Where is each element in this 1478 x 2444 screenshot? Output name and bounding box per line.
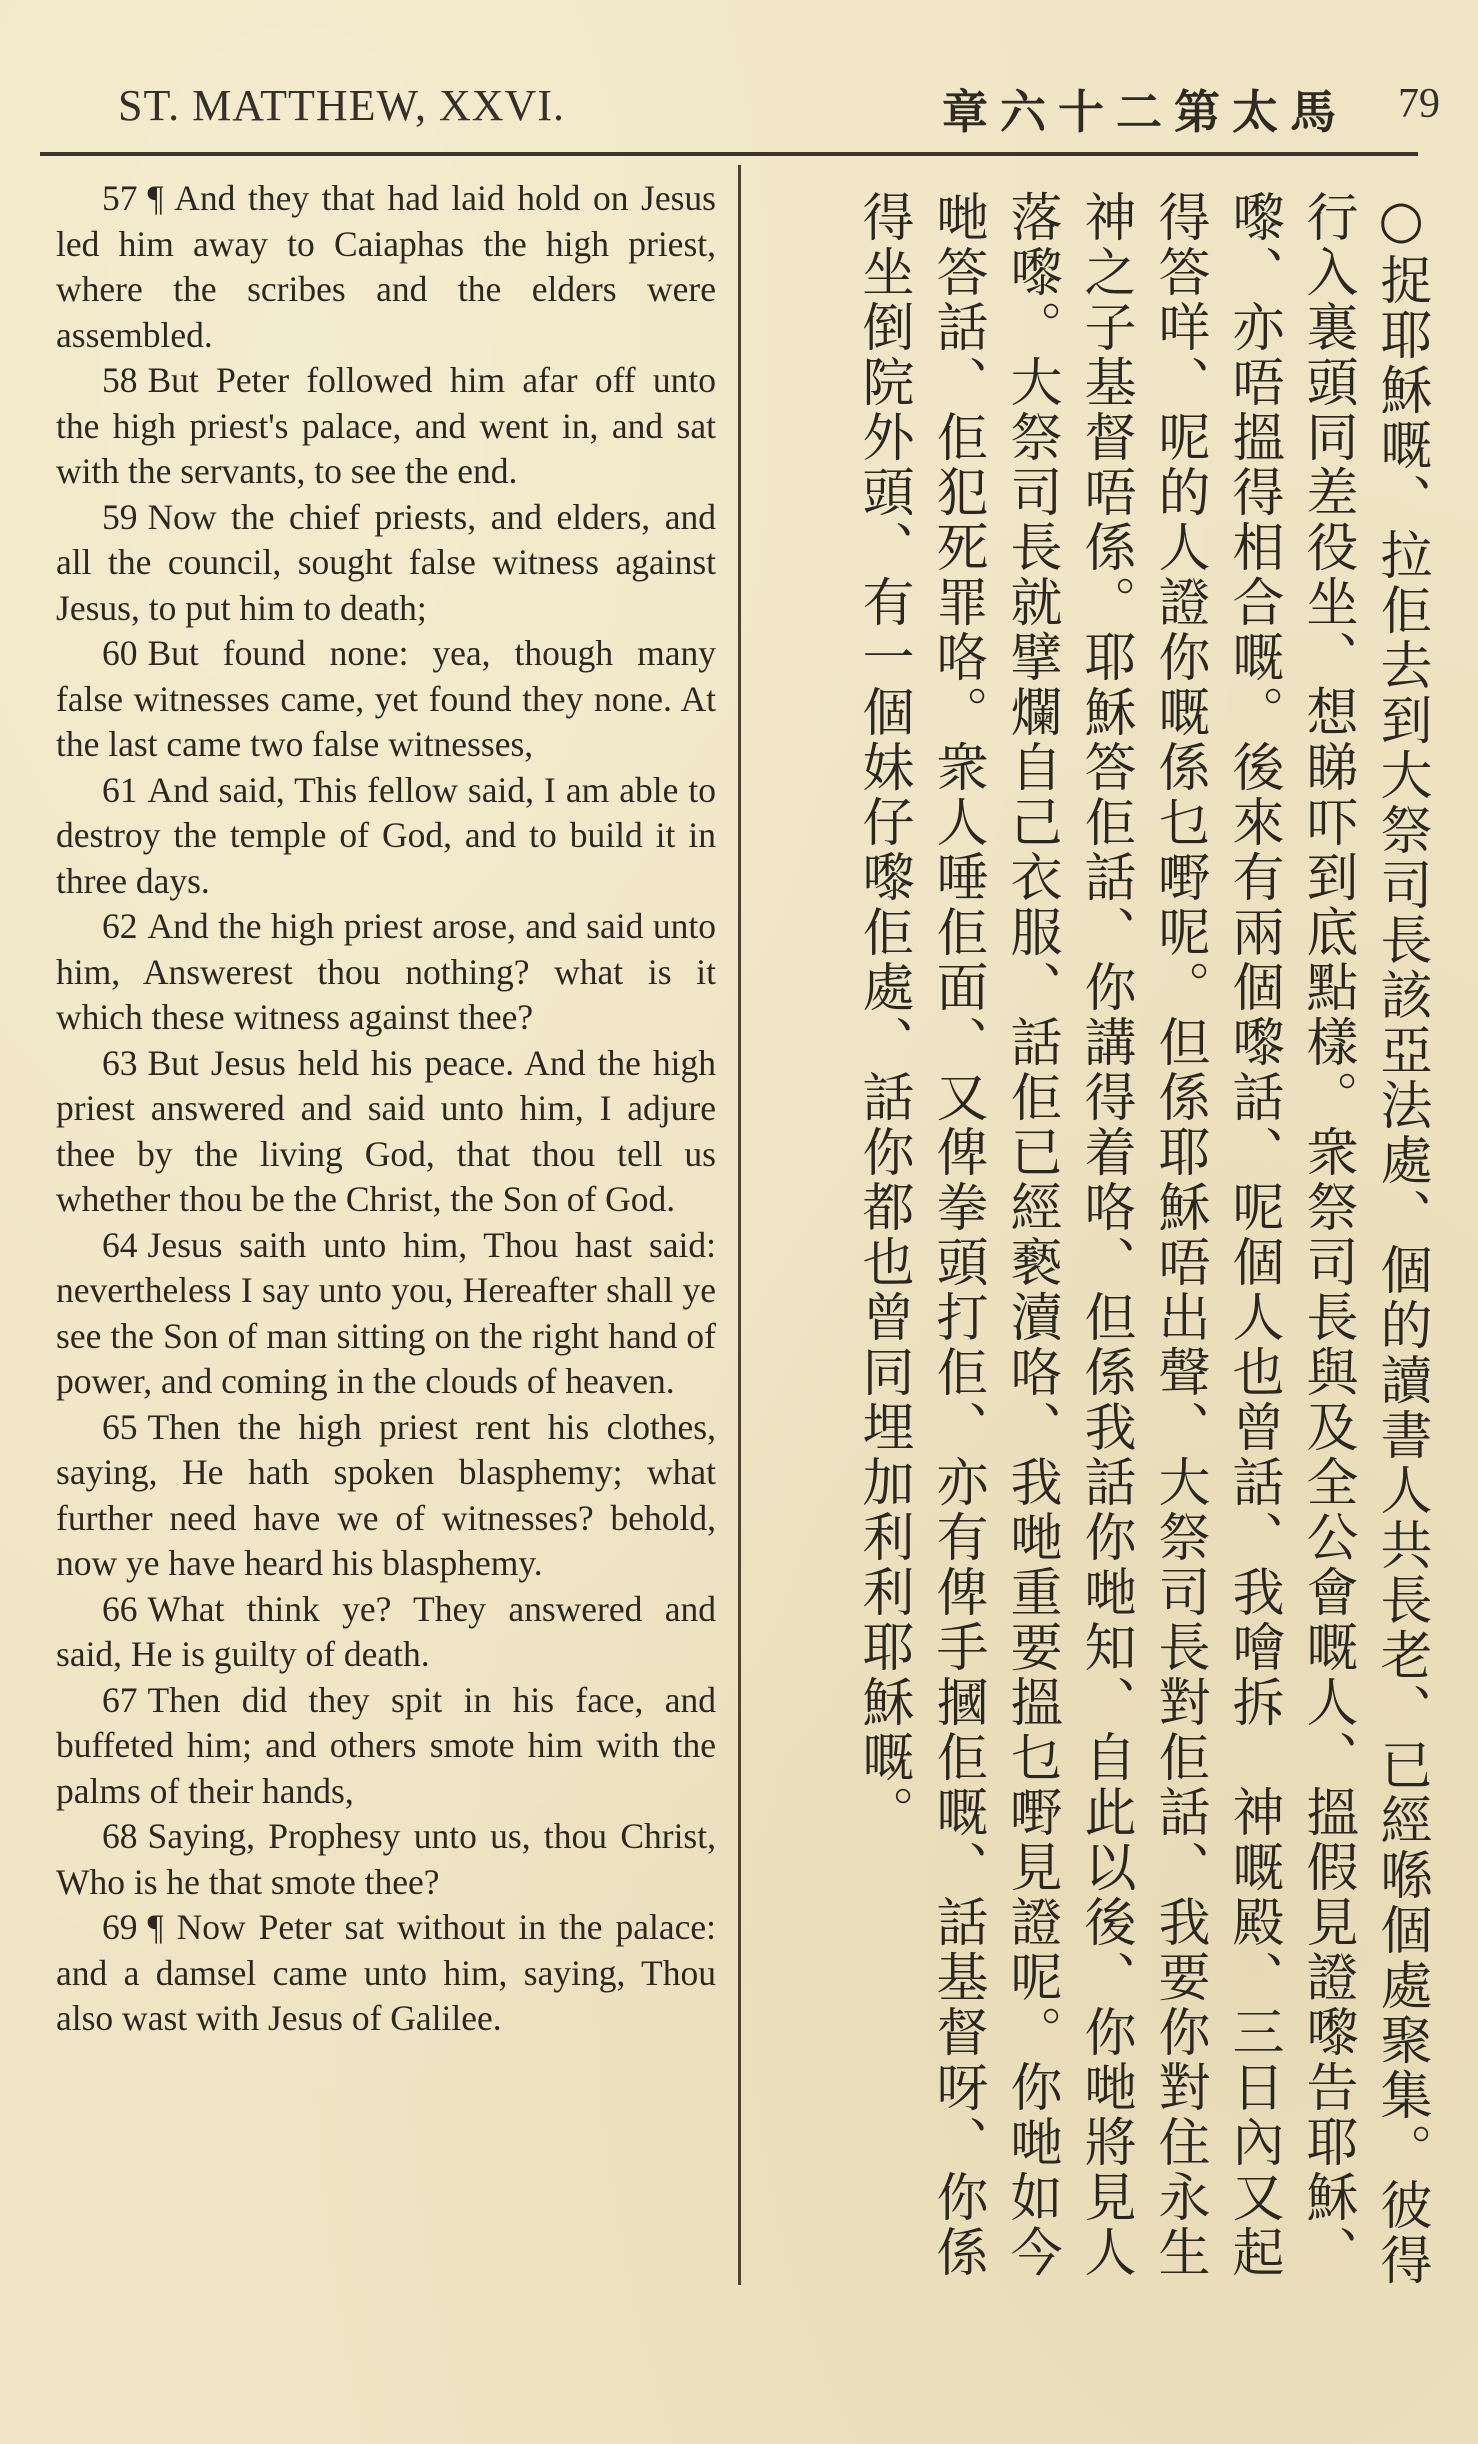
verse-67 — [56, 1678, 716, 1815]
verse-text: But found none: yea, though many false witnesses came, yet found they none. At the last came two false witnesses, — [56, 633, 716, 764]
chinese-text-column: 得坐倒院外頭、有一個妹仔嚟佢處、話你都也曾同埋加利利耶穌嘅。 — [853, 190, 913, 1840]
verse-57 — [56, 176, 716, 358]
header-rule — [40, 152, 1418, 156]
verse-number: 67 — [102, 1679, 138, 1720]
verse-text: Then did they spit in his face, and buffeted him; and others smote him with the palms of their hands, — [56, 1679, 716, 1811]
verse-60 — [56, 631, 716, 768]
verse-number: 68 — [102, 1816, 138, 1856]
chinese-text-column: 神之子基督唔係。耶穌答佢話、你講得着咯、但係我話你哋知、自此以後、你哋將見人 — [1075, 190, 1135, 2280]
chinese-text-column: 行入裏頭同差役坐、想睇吓到底點樣。衆祭司長與及全公會嘅人、搵假見證嚟告耶穌、 — [1297, 190, 1357, 2280]
verse-number: 64 — [102, 1224, 138, 1265]
verse-61 — [56, 768, 716, 905]
english-column — [56, 176, 716, 2042]
verse-text: But Peter followed him afar off unto the high priest's palace, and went in, and sat with the servants, to see the end. — [56, 360, 716, 491]
chinese-column — [846, 190, 1438, 2300]
verse-text: And the high priest arose, and said unto him, Answerest thou nothing? what is it which these witness against thee? — [56, 906, 716, 1037]
verse-text: But Jesus held his peace. And the high priest answered and said unto him, I adjure thee by the living God, that thou tell us whether thou be the Christ, the Son of God. — [56, 1042, 716, 1219]
verse-text: And said, This fellow said, I am able to destroy the temple of God, and to build it in three days. — [56, 769, 716, 901]
chinese-text-column: 哋答話、佢犯死罪咯。衆人唾佢面、又俾拳頭打佢、亦有俾手摑佢嘅、話基督呀、你係 — [927, 190, 987, 2280]
verse-number: 58 — [102, 360, 138, 400]
chinese-text-column: 落嚟。大祭司長就擘爛自己衣服、話佢已經褻瀆咯、我哋重要搵乜嘢見證呢。你哋如今 — [1001, 190, 1061, 2280]
verse-number: 57 — [102, 178, 138, 218]
running-head-chinese: 章六十二第太馬 — [942, 85, 1348, 139]
verse-68 — [56, 1814, 716, 1905]
verse-text: ¶ Now Peter sat without in the palace: and a damsel came unto him, saying, Thou also wast with Jesus of Galilee. — [56, 1907, 716, 2038]
verse-65 — [56, 1405, 716, 1587]
verse-text: ¶ And they that had laid hold on Jesus led him away to Caiaphas the high priest, where the scribes and the elders were assembled. — [56, 178, 716, 355]
verse-69 — [56, 1905, 716, 2042]
chinese-text-column: ○捉耶穌嘅、拉佢去到大祭司長該亞法處、個的讀書人共長老、已經喺個處聚集。彼得 — [1371, 190, 1431, 2288]
chinese-text-column: 嚟、亦唔搵得相合嘅。後來有兩個嚟話、呢個人也曾話、我噲拆 神嘅殿、三日內又起 — [1223, 190, 1283, 2280]
verse-66 — [56, 1587, 716, 1678]
verse-text: Saying, Prophesy unto us, thou Christ, Who is he that smote thee? — [56, 1816, 716, 1902]
verse-62 — [56, 904, 716, 1041]
verse-number: 60 — [102, 633, 138, 673]
verse-text: Jesus saith unto him, Thou hast said: nevertheless I say unto you, Hereafter shall ye see the Son of man sitting on the right hand of power, and coming in the clouds of heaven. — [56, 1224, 716, 1401]
verse-number: 65 — [102, 1406, 138, 1447]
verse-58 — [56, 358, 716, 495]
page-number: 79 — [1398, 81, 1440, 127]
chinese-text-column: 得答咩、呢的人證你嘅係乜嘢呢。但係耶穌唔出聲、大祭司長對佢話、我要你對住永生 — [1149, 190, 1209, 2280]
verse-64 — [56, 1223, 716, 1405]
verse-number: 63 — [102, 1042, 138, 1083]
verse-text: What think ye? They answered and said, He is guilty of death. — [56, 1588, 716, 1674]
verse-number: 66 — [102, 1588, 138, 1629]
verse-63 — [56, 1041, 716, 1223]
verse-number: 62 — [102, 906, 138, 946]
verse-text: Then the high priest rent his clothes, saying, He hath spoken blasphemy; what further need have we of witnesses? behold, now ye have heard his blasphemy. — [56, 1406, 716, 1583]
verse-text: Now the chief priests, and elders, and all the council, sought false witness against Jesus, to put him to death; — [56, 496, 716, 628]
running-head-english: ST. MATTHEW, XXVI. — [118, 81, 565, 130]
column-divider — [738, 165, 741, 2285]
verse-number: 69 — [102, 1907, 138, 1947]
verse-number: 61 — [102, 769, 138, 810]
verse-59 — [56, 495, 716, 632]
verse-number: 59 — [102, 496, 138, 537]
